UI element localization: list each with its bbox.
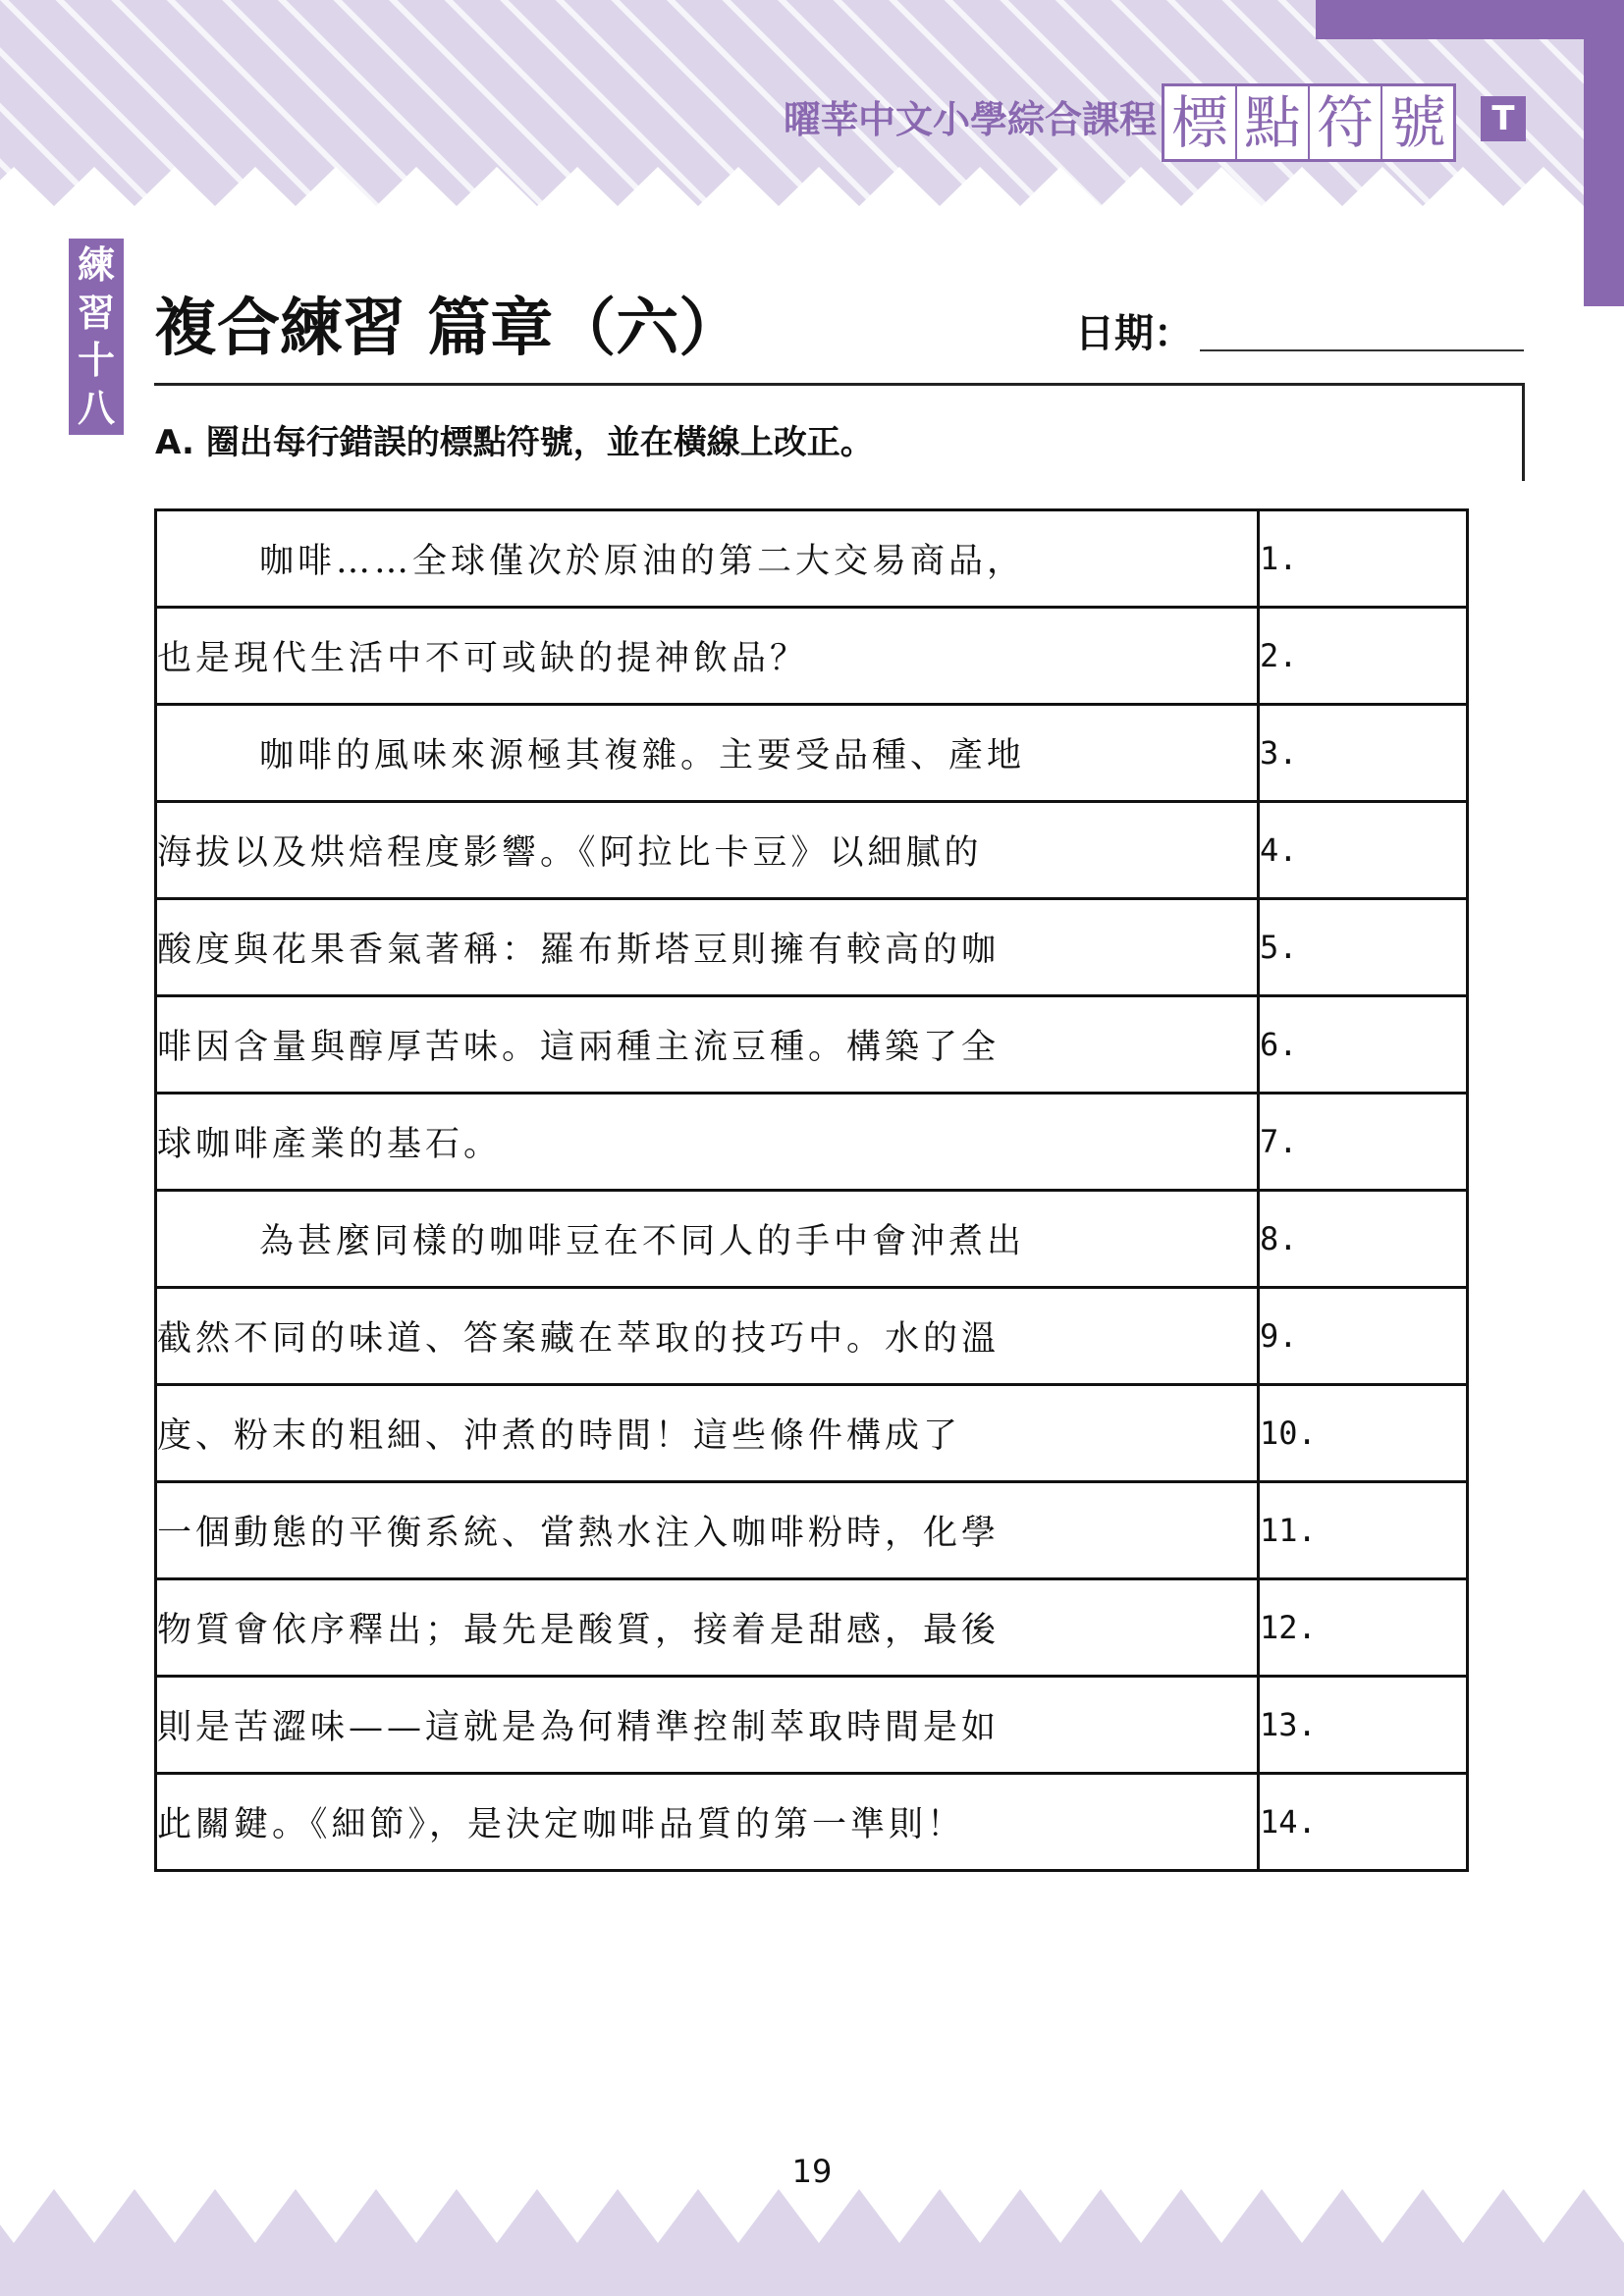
sentence-cell: 咖啡的風味來源極其複雜。主要受品種、產地 [156,705,1259,802]
page-number: 19 [791,2153,833,2190]
series-title: 曜莘中文小學綜合課程 [783,98,1157,141]
sentence-cell: 球咖啡產業的基石。 [156,1094,1259,1191]
title-boxes [1162,83,1456,162]
section-divider-edge [1522,383,1525,481]
side-label-char: 十 [77,339,115,383]
table-row [156,802,1468,899]
sentence-cell: 咖啡……全球僅次於原油的第二大交易商品， [156,510,1259,608]
sentence-cell: 則是苦澀味——這就是為何精準控制萃取時間是如 [156,1677,1259,1774]
answer-cell[interactable]: 1. [1259,510,1468,608]
sentence-cell: 一個動態的平衡系統、當熱水注入咖啡粉時，化學 [156,1482,1259,1579]
table-row [156,996,1468,1094]
answer-cell[interactable]: 12. [1259,1579,1468,1677]
answer-cell[interactable]: 2. [1259,608,1468,705]
table-row [156,899,1468,996]
answer-cell[interactable]: 9. [1259,1288,1468,1385]
header-accent-bar [1316,0,1624,39]
edition-badge: T [1481,96,1526,141]
table-row [156,510,1468,608]
table-row [156,1579,1468,1677]
page-title: 複合練習 篇章（六） [154,293,742,365]
sentence-cell: 截然不同的味道、答案藏在萃取的技巧中。水的溫 [156,1288,1259,1385]
table-row [156,705,1468,802]
footer-pattern [0,2189,1624,2296]
section-divider [154,383,1524,386]
answer-cell[interactable]: 4. [1259,802,1468,899]
box-char: 標 [1164,86,1237,159]
answer-cell[interactable]: 8. [1259,1191,1468,1288]
sentence-cell: 酸度與花果香氣著稱：羅布斯塔豆則擁有較高的咖 [156,899,1259,996]
box-char: 號 [1388,89,1446,156]
instruction-text: A. 圈出每行錯誤的標點符號，並在橫線上改正。 [155,423,874,462]
table-row [156,1482,1468,1579]
box-char: 點 [1237,86,1310,159]
sentence-cell: 物質會依序釋出；最先是酸質，接着是甜感，最後 [156,1579,1259,1677]
table-row [156,1191,1468,1288]
answer-cell[interactable]: 7. [1259,1094,1468,1191]
table-row [156,1774,1468,1871]
answer-cell[interactable]: 13. [1259,1677,1468,1774]
sentence-cell: 海拔以及烘焙程度影響。《阿拉比卡豆》以細膩的 [156,802,1259,899]
side-label-char: 八 [77,387,115,431]
sentence-cell: 也是現代生活中不可或缺的提神飲品？ [156,608,1259,705]
table-row [156,608,1468,705]
exercise-table [154,508,1469,1872]
table-row [156,1094,1468,1191]
sentence-cell: 為甚麼同樣的咖啡豆在不同人的手中會沖煮出 [156,1191,1259,1288]
box-char: 符 [1310,86,1382,159]
sentence-cell: 此關鍵。《細節》，是決定咖啡品質的第一準則！ [156,1774,1259,1871]
side-accent-bar [1584,0,1624,306]
table-row [156,1288,1468,1385]
date-input-line[interactable] [1200,349,1524,351]
exercise-side-label [69,239,124,435]
answer-cell[interactable]: 3. [1259,705,1468,802]
answer-cell[interactable]: 5. [1259,899,1468,996]
date-label: 日期： [1075,311,1193,356]
table-row [156,1677,1468,1774]
answer-cell[interactable]: 6. [1259,996,1468,1094]
table-row [156,1385,1468,1482]
answer-cell[interactable]: 14. [1259,1774,1468,1871]
side-label-char: 習 [77,291,115,335]
answer-cell[interactable]: 10. [1259,1385,1468,1482]
side-label-char: 練 [77,242,115,287]
sentence-cell: 啡因含量與醇厚苦味。這兩種主流豆種。構築了全 [156,996,1259,1094]
sentence-cell: 度、粉末的粗細、沖煮的時間！這些條件構成了 [156,1385,1259,1482]
answer-cell[interactable]: 11. [1259,1482,1468,1579]
